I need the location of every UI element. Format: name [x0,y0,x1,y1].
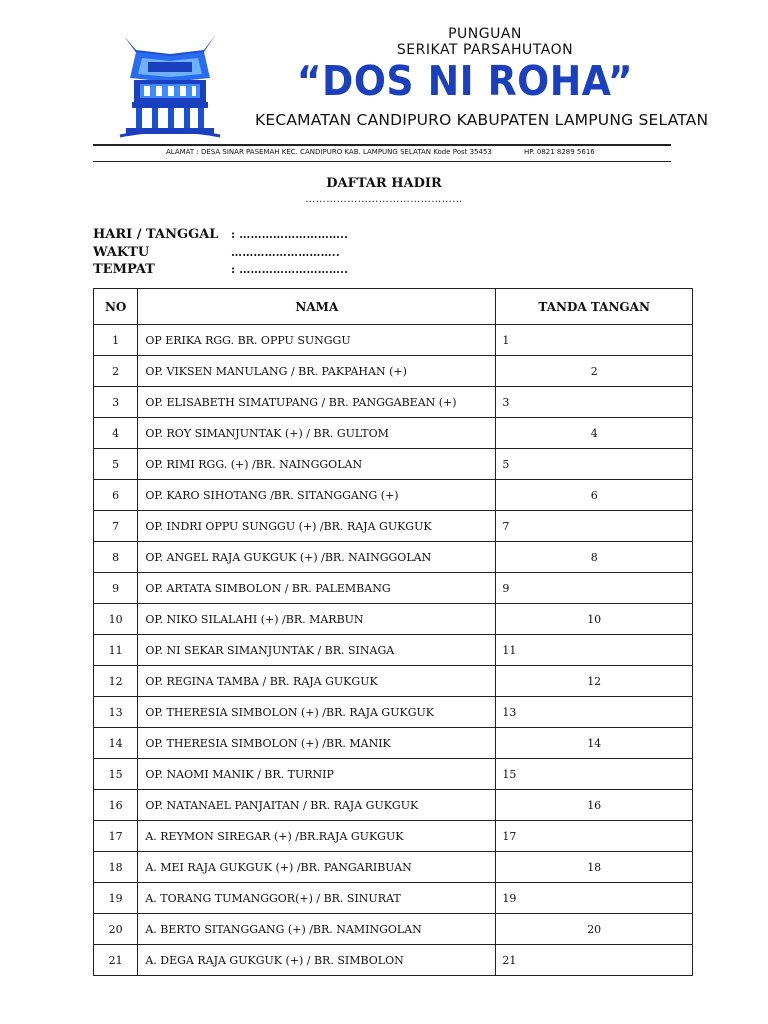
member-name: A. TORANG TUMANGGOR(+) / BR. SINURAT [138,883,496,914]
member-name: OP. NI SEKAR SIMANJUNTAK / BR. SINAGA [138,635,496,666]
letterhead-line3: KECAMATAN CANDIPURO KABUPATEN LAMPUNG SELATAN [255,111,709,129]
member-name: A. DEGA RAJA GUKGUK (+) / BR. SIMBOLON [138,945,496,976]
letterhead-line2: SERIKAT PARSAHUTAON [396,42,574,58]
member-name: A. MEI RAJA GUKGUK (+) /BR. PANGARIBUAN [138,852,496,883]
row-number: 15 [94,759,138,790]
signature-cell[interactable]: 16 [496,790,693,821]
table-row [94,883,693,914]
row-number: 2 [94,356,138,387]
table-row [94,511,693,542]
table-row [94,480,693,511]
row-number: 8 [94,542,138,573]
batak-house-logo-icon [118,28,222,140]
signature-cell[interactable]: 21 [496,945,693,976]
member-name: OP. NIKO SILALAHI (+) /BR. MARBUN [138,604,496,635]
table-row [94,449,693,480]
document-title: DAFTAR HADIR [326,176,442,191]
table-row [94,728,693,759]
signature-cell[interactable]: 18 [496,852,693,883]
member-name: OP. REGINA TAMBA / BR. RAJA GUKGUK [138,666,496,697]
row-number: 21 [94,945,138,976]
signature-cell[interactable]: 15 [496,759,693,790]
row-number: 4 [94,418,138,449]
row-number: 6 [94,480,138,511]
table-row [94,697,693,728]
signature-cell[interactable]: 7 [496,511,693,542]
member-name: OP. NAOMI MANIK / BR. TURNIP [138,759,496,790]
signature-cell[interactable]: 11 [496,635,693,666]
signature-cell[interactable]: 17 [496,821,693,852]
row-number: 10 [94,604,138,635]
table-row [94,573,693,604]
member-name: OP. KARO SIHOTANG /BR. SITANGGANG (+) [138,480,496,511]
row-number: 5 [94,449,138,480]
member-name: A. BERTO SITANGGANG (+) /BR. NAMINGOLAN [138,914,496,945]
member-name: OP. NATANAEL PANJAITAN / BR. RAJA GUKGUK [138,790,496,821]
table-row [94,759,693,790]
signature-cell[interactable]: 14 [496,728,693,759]
member-name: OP. VIKSEN MANULANG / BR. PAKPAHAN (+) [138,356,496,387]
info-row [93,226,348,244]
table-body [94,325,693,976]
table-row [94,325,693,356]
attendance-table [93,288,693,976]
table-row [94,914,693,945]
info-value: ……………………….. [231,245,340,259]
table-header-row [94,289,693,325]
signature-cell[interactable]: 1 [496,325,693,356]
member-name: OP. ARTATA SIMBOLON / BR. PALEMBANG [138,573,496,604]
table-row [94,790,693,821]
row-number: 16 [94,790,138,821]
letterhead-text [225,26,709,130]
member-name: A. REYMON SIREGAR (+) /BR.RAJA GUKGUK [138,821,496,852]
row-number: 13 [94,697,138,728]
info-row [93,261,348,279]
letterhead [0,0,768,170]
member-name: OP ERIKA RGG. BR. OPPU SUNGGU [138,325,496,356]
info-value: : ……………………….. [231,228,349,241]
letterhead-line1: PUNGUAN [448,26,522,42]
info-label: TEMPAT [93,262,155,277]
signature-cell[interactable]: 13 [496,697,693,728]
member-name: OP. ROY SIMANJUNTAK (+) / BR. GULTOM [138,418,496,449]
row-number: 7 [94,511,138,542]
row-number: 3 [94,387,138,418]
signature-cell[interactable]: 5 [496,449,693,480]
header-tanda-tangan: TANDA TANGAN [496,289,693,325]
member-name: OP. INDRI OPPU SUNGGU (+) /BR. RAJA GUKGUK [138,511,496,542]
member-name: OP. THERESIA SIMBOLON (+) /BR. MANIK [138,728,496,759]
signature-cell[interactable]: 8 [496,542,693,573]
signature-cell[interactable]: 4 [496,418,693,449]
info-value: : ……………………….. [231,263,349,276]
member-name: OP. RIMI RGG. (+) /BR. NAINGGOLAN [138,449,496,480]
letterhead-rule-top [93,144,671,146]
address-text: ALAMAT : DESA SINAR PASEMAH KEC. CANDIPURO KAB. LAMPUNG SELATAN Kode Post 35453 [166,148,492,156]
member-name: OP. ELISABETH SIMATUPANG / BR. PANGGABEAN (+) [138,387,496,418]
member-name: OP. THERESIA SIMBOLON (+) /BR. RAJA GUKGUK [138,697,496,728]
organization-name: “DOS NI ROHA” [296,57,634,105]
row-number: 19 [94,883,138,914]
info-label: HARI / TANGGAL [93,227,219,242]
row-number: 9 [94,573,138,604]
row-number: 1 [94,325,138,356]
row-number: 11 [94,635,138,666]
table-row [94,945,693,976]
phone-text: HP. 0821 8289 5616 [524,148,595,156]
info-block [93,226,348,279]
signature-cell[interactable]: 10 [496,604,693,635]
table-row [94,666,693,697]
table-row [94,821,693,852]
table-row [94,418,693,449]
row-number: 12 [94,666,138,697]
table-row [94,387,693,418]
signature-cell[interactable]: 9 [496,573,693,604]
signature-cell[interactable]: 19 [496,883,693,914]
letterhead-rule-bottom [93,161,671,162]
header-nama: NAMA [138,289,496,325]
title-dots: ……………………………………… [305,194,463,205]
info-label: WAKTU [93,244,150,260]
info-row [93,244,348,262]
signature-cell[interactable]: 20 [496,914,693,945]
row-number: 18 [94,852,138,883]
signature-cell[interactable]: 3 [496,387,693,418]
table-row [94,356,693,387]
row-number: 14 [94,728,138,759]
row-number: 20 [94,914,138,945]
signature-cell[interactable]: 6 [496,480,693,511]
row-number: 17 [94,821,138,852]
header-no: NO [94,289,138,325]
table-row [94,852,693,883]
table-row [94,635,693,666]
member-name: OP. ANGEL RAJA GUKGUK (+) /BR. NAINGGOLAN [138,542,496,573]
signature-cell[interactable]: 2 [496,356,693,387]
signature-cell[interactable]: 12 [496,666,693,697]
table-row [94,604,693,635]
table-row [94,542,693,573]
